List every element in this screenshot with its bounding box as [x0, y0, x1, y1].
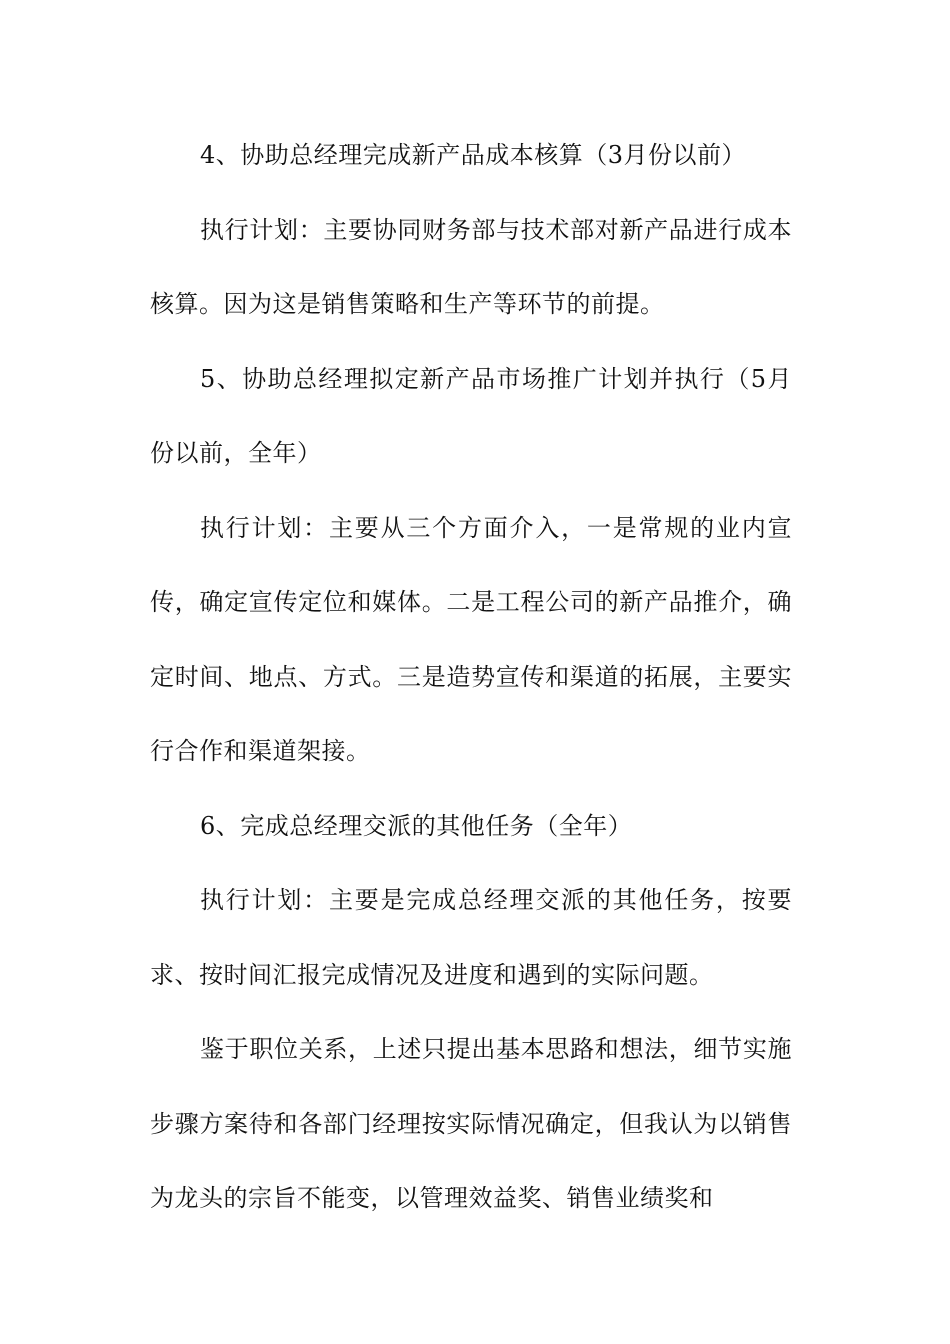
execution-plan-4: 执行计划：主要协同财务部与技术部对新产品进行成本核算。因为这是销售策略和生产等环节的前提。	[150, 215, 792, 318]
document-body	[150, 118, 792, 1236]
task-heading-6: 6、完成总经理交派的其他任务（全年）	[200, 811, 633, 840]
execution-plan-6: 执行计划：主要是完成总经理交派的其他任务，按要求、按时间汇报完成情况及进度和遇到的实际问题。	[150, 886, 792, 989]
closing-paragraph: 鉴于职位关系，上述只提出基本思路和想法，细节实施步骤方案待和各部门经理按实际情况确定，但我认为以销售为龙头的宗旨不能变，以管理效益奖、销售业绩奖和	[150, 1035, 792, 1212]
task-heading-5: 5、协助总经理拟定新产品市场推广计划并执行（5月份以前，全年）	[150, 364, 792, 467]
execution-plan-5: 执行计划：主要从三个方面介入，一是常规的业内宣传，确定宣传定位和媒体。二是工程公司的新产品推介，确定时间、地点、方式。三是造势宣传和渠道的拓展，主要实行合作和渠道架接。	[150, 513, 792, 765]
task-heading-4: 4、协助总经理完成新产品成本核算（3月份以前）	[200, 141, 747, 169]
